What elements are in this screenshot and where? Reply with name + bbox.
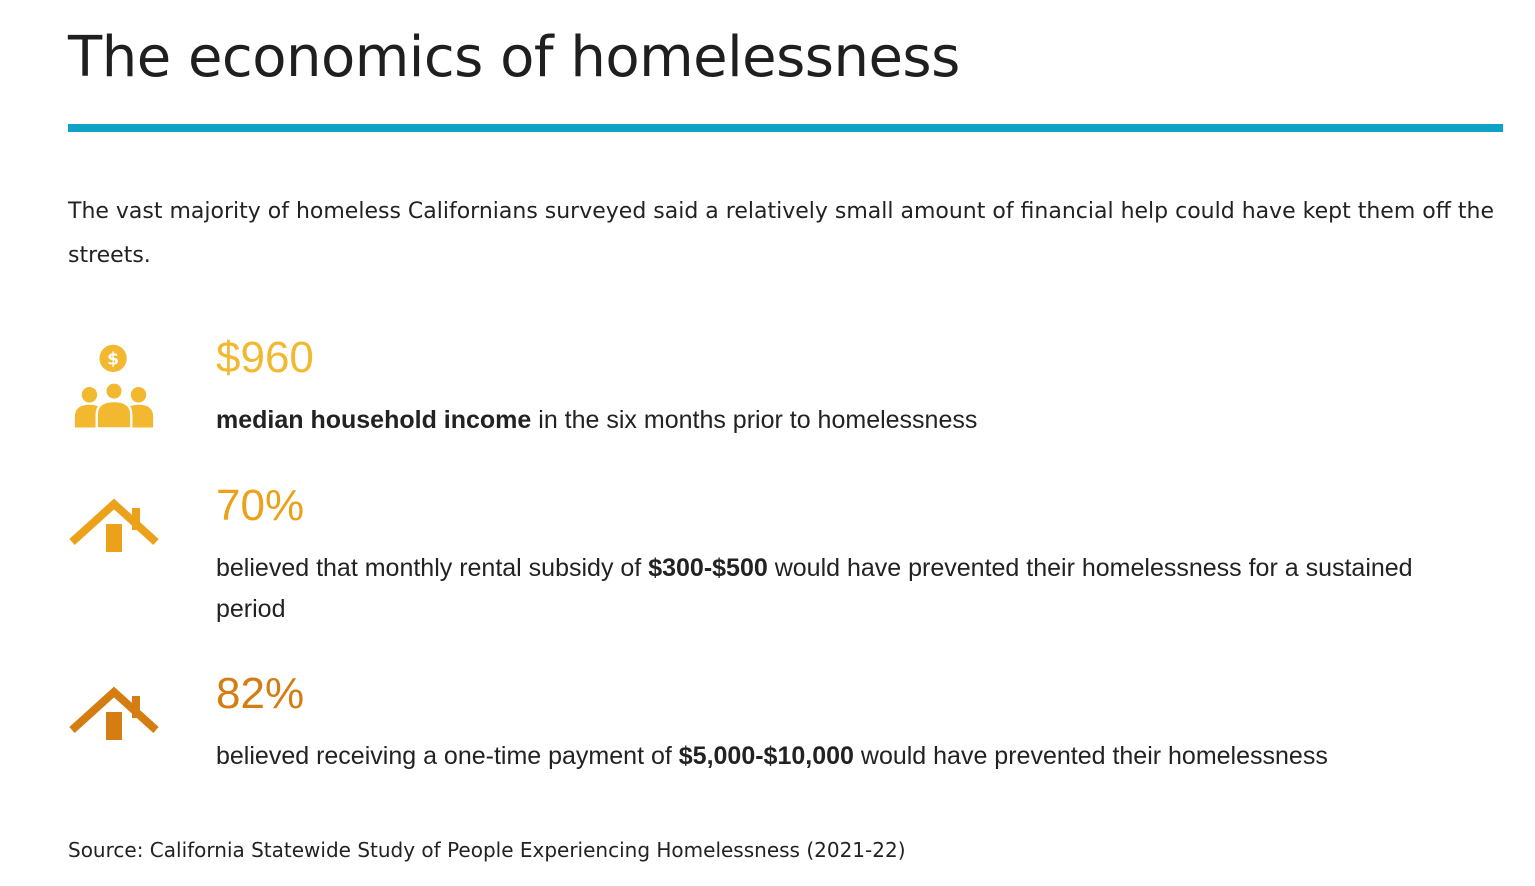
page-title: The economics of homelessness [68, 25, 960, 90]
house-icon [68, 490, 160, 570]
intro-text: The vast majority of homeless Californians surveyed said a relatively small amount of financial help could have kept them off the streets. [68, 199, 1494, 268]
house-icon [68, 678, 160, 758]
stat-value: 70% [216, 481, 305, 530]
stat-value: $960 [216, 333, 314, 382]
stat-description: median household income in the six months prior to homelessness [216, 406, 978, 434]
income-people-icon [68, 342, 160, 442]
source-note: Source: California Statewide Study of People Experiencing Homelessness (2021-22) [68, 838, 906, 862]
stat-description: believed receiving a one-time payment of $5,000-$10,000 would have prevented their homelessness [216, 742, 1328, 770]
svg-text:$: $ [107, 349, 120, 370]
stat-description: believed that monthly rental subsidy of $300-$500 would have prevented their homelessness for a sustained period [216, 554, 1413, 623]
stat-value: 82% [216, 669, 305, 718]
title-divider [68, 124, 1503, 132]
